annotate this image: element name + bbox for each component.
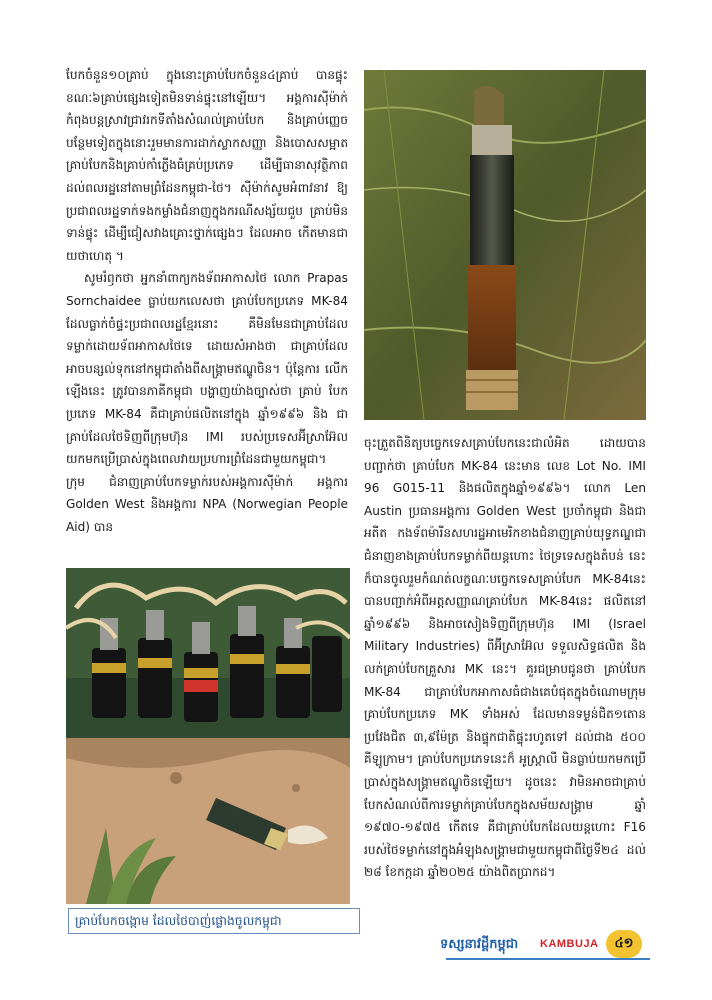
magazine-brand: KAMBUJA bbox=[540, 938, 599, 950]
photo-caption: គ្រាប់បែកចង្កោម ដែលថៃបាញ់ផ្លោងចូលកម្ពុជា bbox=[68, 908, 360, 934]
page-number-badge: ៤១ bbox=[606, 930, 642, 958]
bomb-on-grass-photo bbox=[364, 70, 646, 420]
footer-divider bbox=[446, 958, 650, 960]
right-column bbox=[364, 432, 646, 884]
paragraph-2: សូមរំឭកថា អ្នកនាំពាក្យកងទ័ពអាកាសថៃ លោក Prapas Sornchaidee ធ្លាប់យកលេសថា គ្រាប់បែកប្រភេទ MK-84 ដែលធ្លាក់ចំផ្ទះប្រជាពលរដ្ឋខ្មែរនោះ គឺមិនមែនជាគ្រាប់ដែល ទម្លាក់ដោយទ័ពអាកាសថៃទេ ដោយសំអាងថា ជាគ្រាប់ដែល អាចបន្សល់ទុកនៅកម្ពុជាតាំងពីសង្គ្រាមឥណ្ឌូចិន។ ប៉ុន្តែការ លើកឡើងនេះ ត្រូវបានភាគីកម្ពុជា បង្ហាញយ៉ាងច្បាស់ថា គ្រាប់ បែកប្រភេទ MK-84 គឺជាគ្រាប់ផលិតនៅក្នុង ឆ្នាំ១៩៩៦ និង ជាគ្រាប់ដែលថៃទិញពីក្រុមហ៊ុន IMI របស់ប្រទេសអ៊ីស្រាអ៊ែល យកមកប្រើប្រាស់ក្នុងពេលវាយប្រហារព្រំដែនជាមួយកម្ពុជា។ ក្រុម ជំនាញគ្រាប់បែកទម្លាក់របស់អង្គការស៊ីម៉ាក់ អង្គការ Golden West និងអង្គការ NPA (Norwegian People Aid) បាន bbox=[66, 271, 348, 534]
paragraph-1: បែកចំនួន១០គ្រាប់ ក្នុងនោះគ្រាប់បែកចំនួន៤គ្រាប់ បានផ្ទុះ ខណៈ៦គ្រាប់ផ្សេងទៀតមិនទាន់ផ្ទុះនៅឡើយ។ អង្គការស៊ីម៉ាក់ កំពុងបន្តស្រាវជ្រាវរកទីតាំងសំណល់គ្រាប់បែក និងគ្រាប់ញ្ញេច បន្ថែមទៀតក្នុងនោះរួមមានការដាក់ស្លាកសញ្ញា និងបោសសម្អាត គ្រាប់បែកនិងគ្រាប់កាំភ្លើងធំគ្រប់ប្រភេទ ដើម្បីធានាសុវត្ថិភាព ដល់ពលរដ្ឋនៅតាមព្រំដែនកម្ពុជា-ថៃ។ ស៊ីម៉ាក់សូមអំពាវនាវ ឱ្យប្រជាពលរដ្ឋទាក់ទងកម្លាំងជំនាញក្នុងករណីសង្ស័យជួប គ្រាប់មិនទាន់ផ្ទុះ ដើម្បីជៀសវាងគ្រោះថ្នាក់ផ្សេងៗ ដែលអាច កើតមានជាយថាហេតុ ។ bbox=[66, 68, 348, 263]
left-column bbox=[66, 64, 348, 538]
paragraph-3: ចុះត្រួតពិនិត្យបច្ចេកទេសគ្រាប់បែកនេះជាលំអិត ដោយបាន បញ្ជាក់ថា គ្រាប់បែក MK-84 នេះមាន លេខ Lot No. IMI 96 G015-11 និងផលិតក្នុងឆ្នាំ១៩៩៦។ លោក Len Austin ប្រធានអង្គការ Golden West ប្រចាំកម្ពុជា និងជាអតីត កងទ័ពម៉ារីនសហរដ្ឋអាមេរិកខាងជំនាញគ្រាប់យុទ្ធភណ្ឌជា ជំនាញខាងគ្រាប់បែកទម្លាក់ពីយន្តហោះ ថៃទ្រទេសក្នុងតំបន់ នេះក៏បានចូលរួមកំណត់លក្ខណៈបច្ចេកទេសគ្រាប់បែក MK-84នេះ បានបញ្ជាក់អំពីអត្តសញ្ញាណគ្រាប់បែក MK-84នេះ ផលិតនៅឆ្នាំ១៩៩៦ និងអាចសៀងទិញពីក្រុមហ៊ុន IMI (Israel Military Industries) ពីអ៊ីស្រាអ៊ែល ទទួលសិទ្ធផលិត និង លក់គ្រាប់បែកគ្រួសារ MK នេះ។ គួរជម្រាបជូនថា គ្រាប់បែក MK-84 ជាគ្រាប់បែកអាកាសធំជាងគេបំផុតក្នុងចំណោមក្រុម គ្រាប់បែកប្រភេទ MK ទាំងអស់ ដែលមានទម្ងន់ជិត១តោន ប្រវែងជិត ៣,៩ម៉ែត្រ និងផ្ទុកជាតិផ្ទុះរហូតទៅ ដល់ជាង ៥០០ គីឡូក្រាម។ គ្រាប់បែកប្រភេទនេះក៏ អូស្ត្រាលី មិនធ្លាប់យកមកប្រើ ប្រាស់ក្នុងសង្គ្រាមឥណ្ឌូចិនឡើយ។ ដូចនេះ វាមិនអាចជាគ្រាប់ បែកសំណល់ពីការទម្លាក់គ្រាប់បែកក្នុងសម័យសង្គ្រាម ឆ្នាំ ១៩៧០-១៩៧៥ កើតទេ គឺជាគ្រាប់បែកដែលយន្តហោះ F16 របស់ថៃទម្លាក់នៅក្នុងអំឡុងសង្គ្រាមជាមួយកម្ពុជាពីថ្ងៃទី២៤ ដល់ ២៨ ខែកក្កដា ឆ្នាំ២០២៥ យ៉ាងពិតប្រាកដ។ bbox=[364, 436, 646, 880]
magazine-title: ទស្សនាវដ្តីកម្ពុជា bbox=[440, 937, 519, 952]
cluster-munitions-photo bbox=[66, 568, 350, 738]
cluster-bomb-in-sand-photo bbox=[66, 738, 350, 904]
